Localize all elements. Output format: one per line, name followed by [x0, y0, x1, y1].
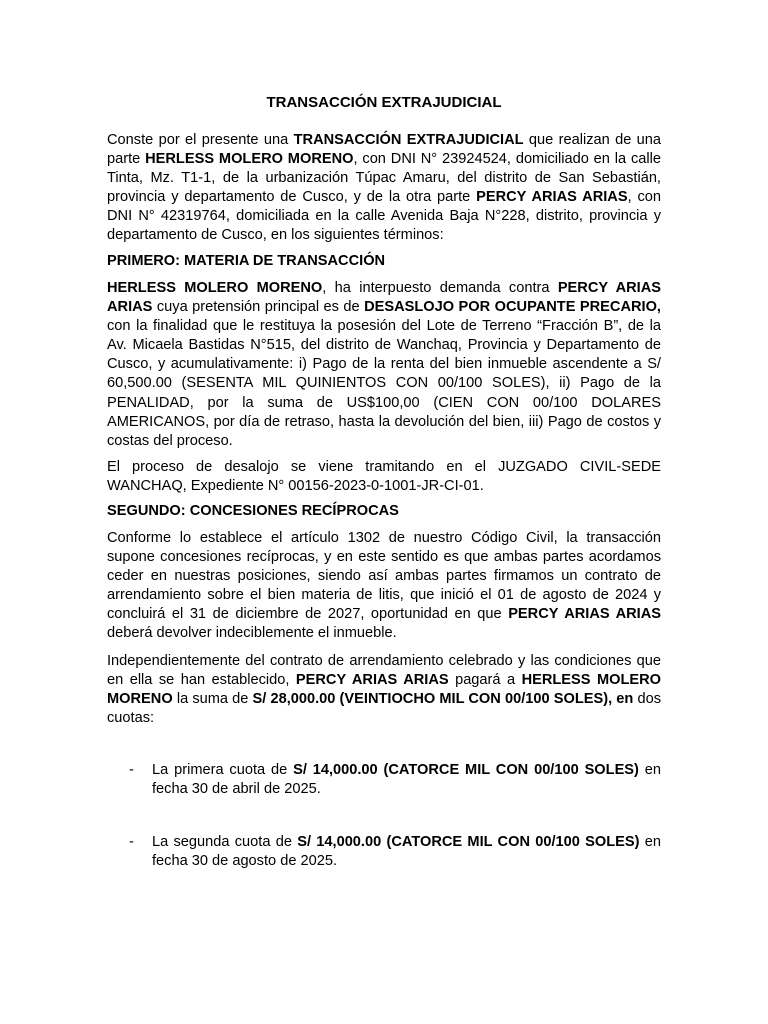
bullet-text-2: en fecha 30 de agosto de 2025. [152, 834, 661, 870]
intro-bold-1: TRANSACCIÓN EXTRAJUDICIAL [293, 132, 524, 148]
intro-text-4: , con DNI N° 42319764, domiciliada en la calle Avenida Baja N°228, distrito, provincia y departamento de Cusco, en los siguientes términos: [107, 189, 662, 244]
segundo-bold-1: PERCY ARIAS ARIAS [508, 606, 661, 623]
primero-text-3: con la finalidad que le restituya la posesión del Lote de Terreno “Fracción B”, de la Av. Micaela Bastidas N°515, del distrito de Wanchaq, Provincia y Departamento de Cusco, y acumulativamente: i) Pago de la renta del bien inmueble ascendente a S/ 60,500.00 (SESENTA MIL QUINIENTOS CON 00/100 SOLES), ii) Pago de la PENALIDAD, por la suma de US$100,00 (CIEN CON 00/100 DOLARES AMERICANOS, por día de retraso, hasta la devolución del bien, iii) Pago de costos y costas del proceso. [107, 318, 661, 449]
segundo-paragraph-1 [107, 529, 661, 644]
bullet-bold-1: S/ 14,000.00 (CATORCE MIL CON 00/100 SOLES) [297, 834, 640, 850]
intro-paragraph [107, 131, 661, 246]
primero-bold-3: DESASLOJO POR OCUPANTE PRECARIO, [364, 299, 661, 316]
segundo-p2-bold-2: HERLESS MOLERO MORENO [107, 672, 662, 708]
segundo-p2-bold-3: S/ 28,000.00 (VEINTIOCHO MIL CON 00/100 SOLES), en [252, 691, 634, 708]
intro-text-3: , con DNI N° 23924524, domiciliado en la calle Tinta, Mz. T1-1, de la urbanización Túpac Amaru, del distrito de San Sebastián, provincia y departamento de Cusco, y de la otra parte [107, 151, 661, 206]
segundo-paragraph-2 [107, 652, 661, 728]
section-heading-primero: PRIMERO: MATERIA DE TRANSACCIÓN [107, 253, 386, 269]
intro-bold-3: PERCY ARIAS ARIAS [476, 189, 628, 206]
segundo-p2-text-1: Independientemente del contrato de arrendamiento celebrado y las condiciones que en ella se han establecido, [107, 653, 661, 689]
segundo-p2-text-2: pagará a [448, 672, 522, 689]
primero-bold-2: PERCY ARIAS ARIAS [107, 280, 662, 316]
primero-text-2: cuya pretensión principal es de [152, 299, 365, 316]
bullet-text-2: en fecha 30 de abril de 2025. [152, 762, 662, 798]
section-heading-segundo: SEGUNDO: CONCESIONES RECÍPROCAS [107, 503, 399, 519]
primero-text-1: , ha interpuesto demanda contra [322, 280, 558, 296]
segundo-p2-bold-1: PERCY ARIAS ARIAS [295, 672, 449, 689]
intro-bold-2: HERLESS MOLERO MORENO [145, 151, 354, 168]
document-title: TRANSACCIÓN EXTRAJUDICIAL [266, 94, 502, 111]
intro-text-1: Conste por el presente una [107, 132, 294, 148]
primero-paragraph-1 [107, 279, 661, 451]
segundo-text-2: deberá devolver indeciblemente el inmueble. [107, 625, 397, 642]
intro-text-2: que realizan de una parte [107, 132, 662, 168]
bullet-dash: - [129, 834, 134, 850]
primero-paragraph-2: El proceso de desalojo se viene tramitando en el JUZGADO CIVIL-SEDE WANCHAQ, Expediente N° 00156-2023-0-1001-JR-CI-01. [107, 459, 661, 495]
segundo-text-1: Conforme lo establece el artículo 1302 de nuestro Código Civil, la transacción supone concesiones recíprocas, y en este sentido es que ambas partes acordamos ceder en nuestras posiciones, siendo así ambas partes firmamos un contrato de arrendamiento sobre el bien materia de litis, que inició el 01 de agosto de 2024 y concluirá el 31 de diciembre de 2027, oportunidad en que [107, 530, 661, 623]
primero-bold-1: HERLESS MOLERO MORENO [107, 280, 323, 296]
bullet-dash: - [129, 762, 134, 778]
bullet-text-1: La segunda cuota de [152, 834, 298, 850]
installment-list-item [129, 761, 662, 799]
segundo-p2-text-3: la suma de [172, 691, 253, 708]
bullet-bold-1: S/ 14,000.00 (CATORCE MIL CON 00/100 SOLES) [293, 762, 639, 778]
installment-list-item [129, 833, 661, 871]
segundo-p2-text-4: dos cuotas: [107, 691, 661, 727]
bullet-text-1: La primera cuota de [152, 762, 294, 778]
